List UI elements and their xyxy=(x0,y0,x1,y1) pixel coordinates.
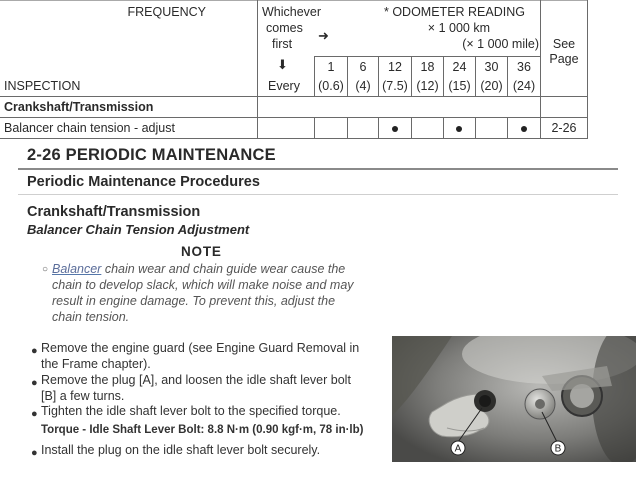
step-text: the Frame chapter). xyxy=(41,357,151,371)
maintenance-table xyxy=(0,0,588,141)
interval-mile: (7.5) xyxy=(382,79,408,93)
page-label: Page xyxy=(549,52,579,66)
arrow-right-icon: ➜ xyxy=(318,28,329,43)
interval-km: 12 xyxy=(388,60,402,74)
whichever-line-3: first xyxy=(272,37,293,51)
note-line: Balancer chain wear and chain guide wear cause the xyxy=(52,262,346,276)
interval-km: 1 xyxy=(327,60,335,74)
interval-mile: (15) xyxy=(448,79,471,93)
callout-b-label: B xyxy=(554,443,562,455)
interval-km: 30 xyxy=(484,60,499,74)
interval-km: 24 xyxy=(452,60,467,74)
step-text: Install the plug on the idle shaft lever bolt securely. xyxy=(41,443,321,457)
whichever-line-1: Whichever xyxy=(262,5,322,19)
subheading-rule xyxy=(18,194,618,195)
note-marker-icon: ○ xyxy=(42,264,49,275)
frequency-label: FREQUENCY xyxy=(127,5,206,19)
callout-a-label: A xyxy=(454,443,462,455)
km-unit: × 1 000 km xyxy=(427,21,490,35)
interval-km: 6 xyxy=(359,60,367,74)
page-subheading: Periodic Maintenance Procedures xyxy=(27,174,260,190)
see-page-ref: 2-26 xyxy=(551,121,577,135)
interval-mark xyxy=(456,126,462,132)
table-row-item: Balancer chain tension - adjust xyxy=(4,121,175,135)
bullet-icon: ● xyxy=(31,377,38,389)
see-label: See xyxy=(552,37,576,51)
every-label: Every xyxy=(268,79,300,93)
engine-photo-illustration xyxy=(392,336,636,462)
interval-km: 18 xyxy=(420,60,435,74)
arrow-down-icon: ⬇ xyxy=(277,57,288,72)
section-row-label: Crankshaft/Transmission xyxy=(4,100,154,114)
torque-spec: Torque - Idle Shaft Lever Bolt: 8.8 N·m (0.90 kgf·m, 78 in·lb) xyxy=(41,424,364,436)
section-title: Crankshaft/Transmission xyxy=(27,204,201,220)
note-line: result in engine damage. To prevent this, adjust the xyxy=(52,294,336,308)
note-line: chain to develop slack, which will make noise and may xyxy=(52,278,354,292)
interval-mile: (24) xyxy=(512,79,536,93)
interval-mile: (0.6) xyxy=(318,79,344,93)
bullet-icon: ● xyxy=(31,345,38,357)
interval-mark xyxy=(521,126,527,132)
note-line: chain tension. xyxy=(52,310,130,324)
page-heading: 2-26 PERIODIC MAINTENANCE xyxy=(27,146,276,164)
step-text: Remove the plug [A], and loosen the idle shaft lever bolt xyxy=(41,373,351,387)
step-text: [B] a few turns. xyxy=(41,389,125,403)
bullet-icon: ● xyxy=(31,408,38,420)
odometer-title: * ODOMETER READING xyxy=(384,5,525,19)
interval-mile: (12) xyxy=(416,79,439,93)
step-text: Tighten the idle shaft lever bolt to the specified torque. xyxy=(41,404,341,418)
interval-km: 36 xyxy=(517,60,531,74)
interval-mark xyxy=(392,126,398,132)
bullet-icon: ● xyxy=(31,447,38,459)
interval-mile: (4) xyxy=(355,79,371,93)
inspection-label: INSPECTION xyxy=(4,79,81,93)
mile-unit: (× 1 000 mile) xyxy=(462,37,539,51)
whichever-line-2: comes xyxy=(266,21,303,35)
step-text: Remove the engine guard (see Engine Guard Removal in xyxy=(41,341,360,355)
heading-rule xyxy=(18,168,618,170)
note-keyword: Balancer xyxy=(52,262,102,276)
note-title: NOTE xyxy=(181,244,222,259)
engine-photo xyxy=(392,336,636,462)
procedure-title: Balancer Chain Tension Adjustment xyxy=(27,222,250,237)
interval-mile: (20) xyxy=(480,79,503,93)
